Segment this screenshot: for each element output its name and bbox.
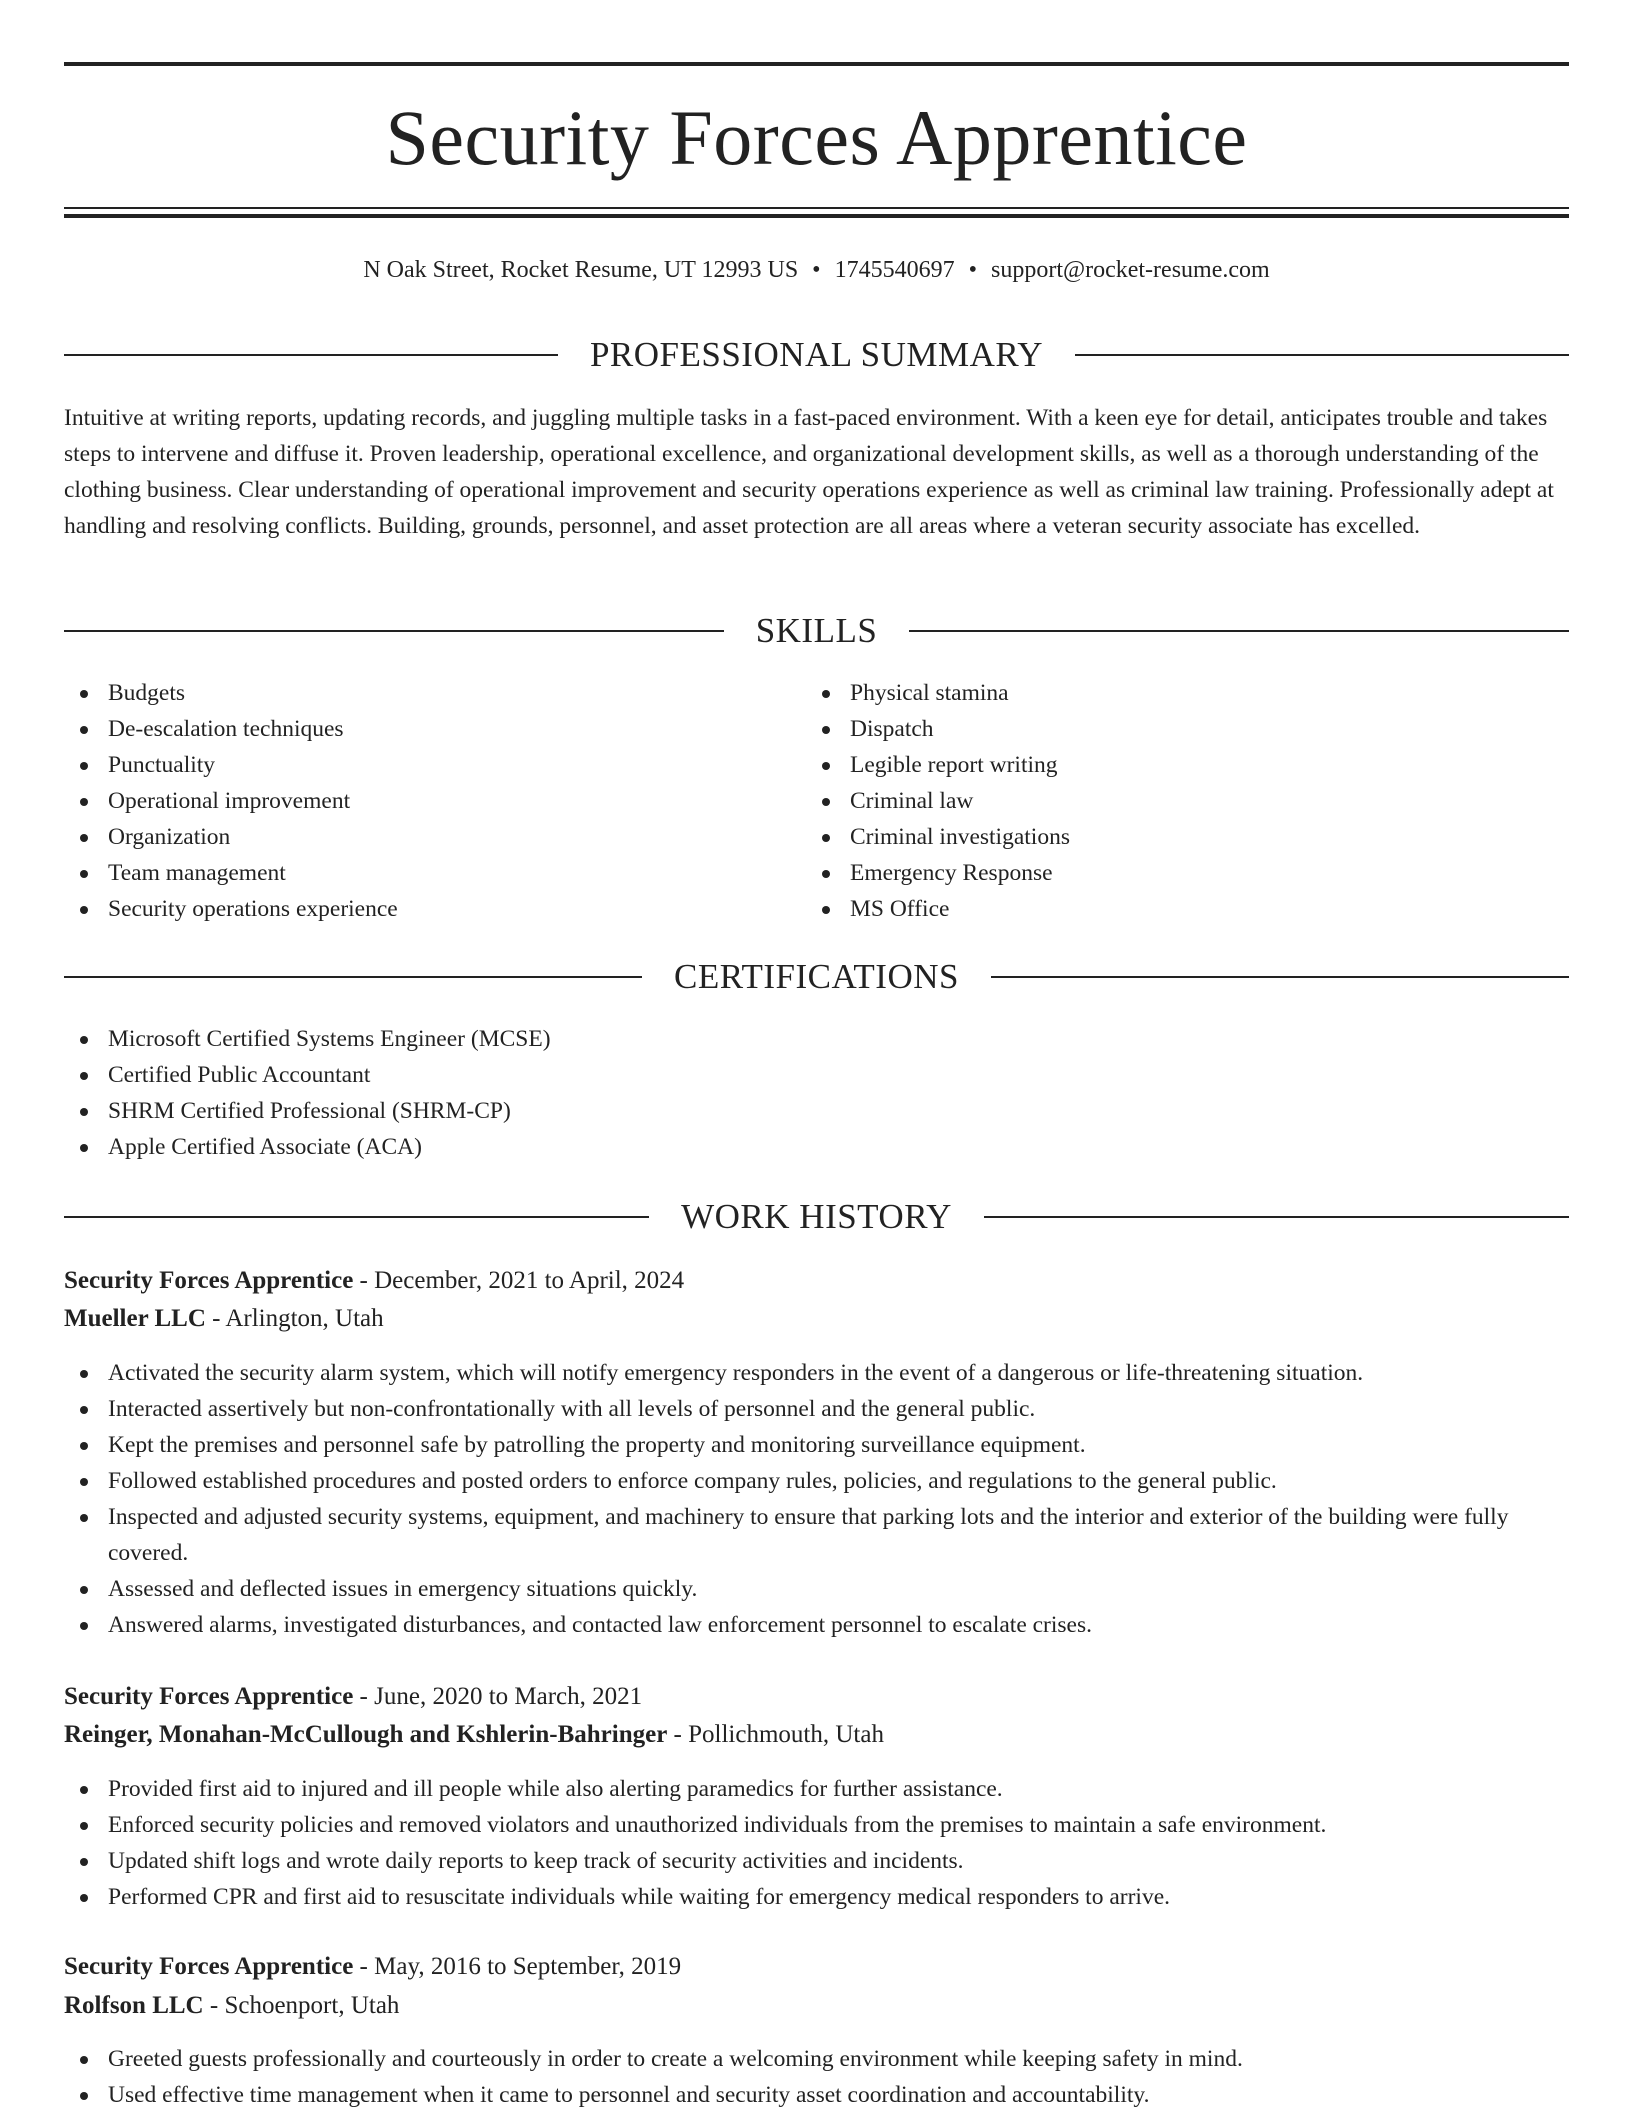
skills-heading-label: SKILLS (755, 611, 878, 650)
job-company-line (64, 1301, 1569, 1337)
heading-rule-right (909, 630, 1569, 632)
skill-item: Operational improvement (64, 783, 804, 819)
job-bullet: Kept the premises and personnel safe by patrolling the property and monitoring surveillance equipment. (64, 1427, 1569, 1463)
contact-email[interactable]: support@rocket-resume.com (990, 257, 1270, 283)
job-bullet: Provided first aid to injured and ill people while also alerting paramedics for further assistance. (64, 1771, 1569, 1807)
skill-item: Emergency Response (806, 855, 1566, 891)
job-role: Security Forces Apprentice (64, 1267, 354, 1294)
job-company: Rolfson LLC (64, 1992, 204, 2019)
certifications-heading-label: CERTIFICATIONS (674, 957, 959, 996)
certification-item: SHRM Certified Professional (SHRM-CP) (64, 1093, 1569, 1129)
job-bullet: Performed CPR and first aid to resuscitate individuals while waiting for emergency medical responders to arrive. (64, 1879, 1569, 1915)
skill-item: Team management (64, 855, 804, 891)
skill-item: Punctuality (64, 747, 804, 783)
job-bullet: Answered alarms, investigated disturbances, and contacted law enforcement personnel to escalate crises. (64, 1607, 1569, 1643)
job-role: Security Forces Apprentice (64, 1683, 354, 1710)
work-history-heading-label: WORK HISTORY (681, 1197, 952, 1236)
job-bullet: Inspected and adjusted security systems, equipment, and machinery to ensure that parking lots and the interior and exterior of the building were fully covered. (64, 1499, 1569, 1571)
heading-rule-left (64, 1216, 649, 1218)
job-dates: - December, 2021 to April, 2024 (353, 1267, 685, 1294)
skill-item: Physical stamina (806, 675, 1566, 711)
job-role: Security Forces Apprentice (64, 1953, 354, 1980)
job-dates: - May, 2016 to September, 2019 (353, 1953, 682, 1980)
certifications-heading (64, 955, 1569, 999)
summary-heading (64, 333, 1569, 377)
heading-rule-left (64, 354, 558, 356)
job-bullet: Greeted guests professionally and courteously in order to create a welcoming environment while keeping safety in mind. (64, 2041, 1569, 2077)
skill-item: De-escalation techniques (64, 711, 804, 747)
job-dates: - June, 2020 to March, 2021 (353, 1683, 643, 1710)
contact-separator: • (812, 257, 821, 283)
contact-line (64, 254, 1569, 286)
contact-address: N Oak Street, Rocket Resume, UT 12993 US (363, 257, 799, 283)
contact-separator: • (968, 257, 977, 283)
job-title-line (64, 1949, 1569, 1985)
header-bottom-rule-2 (64, 214, 1569, 218)
skill-item: MS Office (806, 891, 1566, 927)
contact-phone: 1745540697 (834, 257, 955, 283)
job-bullets (64, 1355, 1569, 1643)
header-top-rule (64, 62, 1569, 66)
heading-rule-left (64, 630, 724, 632)
certification-item: Certified Public Accountant (64, 1057, 1569, 1093)
skill-item: Criminal investigations (806, 819, 1566, 855)
skill-item: Dispatch (806, 711, 1566, 747)
skills-list-right (806, 675, 1566, 927)
job-company: Reinger, Monahan-McCullough and Kshlerin-Bahringer (64, 1721, 668, 1748)
skill-item: Criminal law (806, 783, 1566, 819)
job-company-line (64, 1717, 1569, 1753)
job-bullets (64, 2041, 1569, 2112)
skills-heading (64, 609, 1569, 653)
work-history-heading (64, 1195, 1569, 1239)
heading-rule-right (991, 976, 1569, 978)
job-bullet: Enforced security policies and removed violators and unauthorized individuals from the premises to maintain a safe environment. (64, 1807, 1569, 1843)
job-bullet: Updated shift logs and wrote daily reports to keep track of security activities and incidents. (64, 1843, 1569, 1879)
job-location: - Pollichmouth, Utah (667, 1721, 884, 1748)
certifications-list (64, 1021, 1569, 1165)
job-title-line (64, 1679, 1569, 1715)
job-title-line (64, 1263, 1569, 1299)
job-location: - Schoenport, Utah (203, 1992, 400, 2019)
skills-list-left (64, 675, 804, 927)
job-location: - Arlington, Utah (205, 1305, 384, 1332)
skill-item: Organization (64, 819, 804, 855)
job-bullet: Interacted assertively but non-confrontationally with all levels of personnel and the general public. (64, 1391, 1569, 1427)
certification-item: Apple Certified Associate (ACA) (64, 1129, 1569, 1165)
summary-text: Intuitive at writing reports, updating records, and juggling multiple tasks in a fast-paced environment. With a keen eye for detail, anticipates trouble and takes steps to intervene and diffuse it. Proven leadership, operational excellence, and organizational development skills, as well as a thorough understanding of the clothing business. Clear understanding of operational improvement and security operations experience as well as criminal law training. Professionally adept at handling and resolving conflicts. Building, grounds, personnel, and asset protection are all areas where a veteran security associate has excelled. (64, 405, 1554, 539)
job-company-line (64, 1988, 1569, 2024)
job-bullet: Followed established procedures and posted orders to enforce company rules, policies, and regulations to the general public. (64, 1463, 1569, 1499)
header-bottom-rule-1 (64, 207, 1569, 209)
heading-rule-left (64, 976, 642, 978)
skill-item: Legible report writing (806, 747, 1566, 783)
job-bullet: Activated the security alarm system, which will notify emergency responders in the event of a dangerous or life-threatening situation. (64, 1355, 1569, 1391)
heading-rule-right (1075, 354, 1569, 356)
candidate-name: Security Forces Apprentice (385, 94, 1248, 181)
skill-item: Budgets (64, 675, 804, 711)
summary-heading-label: PROFESSIONAL SUMMARY (589, 335, 1044, 374)
job-bullet: Assessed and deflected issues in emergency situations quickly. (64, 1571, 1569, 1607)
job-bullet: Used effective time management when it came to personnel and security asset coordination and accountability. (64, 2077, 1569, 2112)
job-bullets (64, 1771, 1569, 1915)
job-company: Mueller LLC (64, 1305, 206, 1332)
heading-rule-right (984, 1216, 1569, 1218)
certification-item: Microsoft Certified Systems Engineer (MCSE) (64, 1021, 1569, 1057)
skill-item: Security operations experience (64, 891, 804, 927)
